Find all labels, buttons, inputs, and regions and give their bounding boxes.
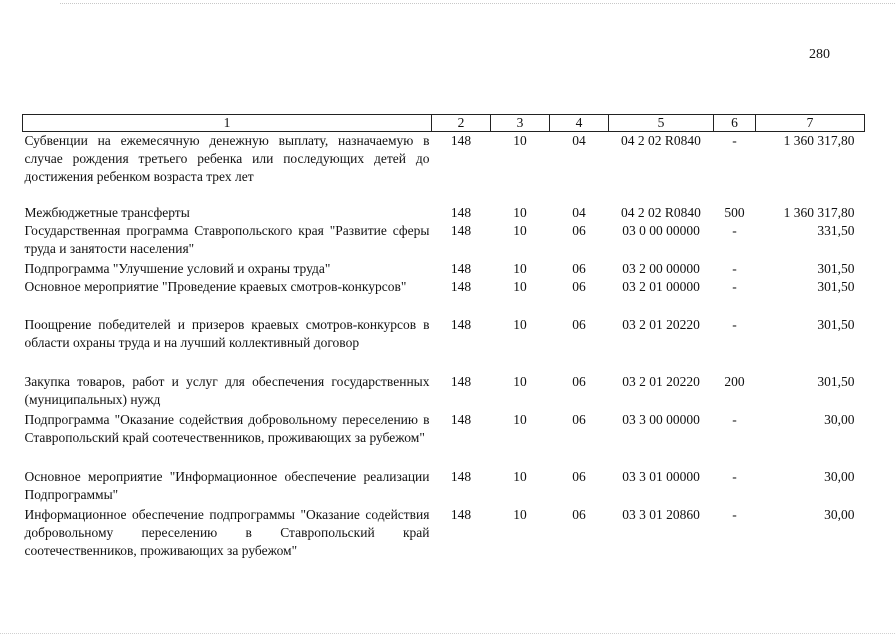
- column-header-3: 3: [491, 115, 550, 132]
- table-row: [23, 278, 865, 316]
- row-subsection-code: 06: [572, 507, 586, 522]
- row-ministry-code: 148: [450, 507, 472, 522]
- row-section-code: 10: [513, 133, 527, 148]
- row-section-code: 10: [513, 261, 527, 276]
- table-row: [23, 222, 865, 260]
- row-amount: 30,00: [824, 412, 855, 427]
- row-ministry-code: 148: [450, 223, 472, 238]
- row-section-code: 10: [513, 374, 527, 389]
- row-subsection-code: 06: [572, 374, 586, 389]
- row-ministry-code: 148: [450, 205, 472, 220]
- row-subsection-code: 06: [572, 412, 586, 427]
- row-expense-type: -: [732, 469, 737, 484]
- table-row: [23, 373, 865, 411]
- row-target-code: 03 3 01 20860: [622, 507, 700, 522]
- row-expense-type: -: [732, 261, 737, 276]
- row-ministry-code: 148: [450, 261, 472, 276]
- column-header-2: 2: [432, 115, 491, 132]
- row-target-code: 04 2 02 R0840: [621, 133, 701, 148]
- row-amount: 301,50: [817, 261, 855, 276]
- table-header-row: [23, 115, 865, 132]
- row-section-code: 10: [513, 279, 527, 294]
- row-subsection-code: 04: [572, 133, 586, 148]
- row-target-code: 03 2 00 00000: [622, 261, 700, 276]
- row-subsection-code: 06: [572, 279, 586, 294]
- row-amount: 1 360 317,80: [783, 133, 855, 148]
- row-section-code: 10: [513, 317, 527, 332]
- column-header-1: 1: [23, 115, 432, 132]
- row-expense-type: -: [732, 223, 737, 238]
- column-header-7: 7: [756, 115, 865, 132]
- row-name: Государственная программа Ставропольского края "Развитие сферы труда и занятости населения": [24, 223, 430, 256]
- scan-artifact-bottom: [0, 633, 895, 634]
- table-row: [23, 468, 865, 506]
- row-target-code: 03 2 01 20220: [622, 374, 700, 389]
- row-subsection-code: 06: [572, 317, 586, 332]
- row-target-code: 03 3 00 00000: [622, 412, 700, 427]
- row-section-code: 10: [513, 507, 527, 522]
- row-amount: 30,00: [824, 469, 855, 484]
- row-amount: 30,00: [824, 507, 855, 522]
- column-header-4: 4: [550, 115, 609, 132]
- row-amount: 301,50: [817, 279, 855, 294]
- row-target-code: 03 3 01 00000: [622, 469, 700, 484]
- row-subsection-code: 06: [572, 223, 586, 238]
- row-name: Закупка товаров, работ и услуг для обеспечения государственных (муниципальных) нужд: [24, 374, 430, 407]
- row-section-code: 10: [513, 205, 527, 220]
- row-name: Основное мероприятие "Информационное обеспечение реализации Подпрограммы": [24, 469, 430, 502]
- row-amount: 1 360 317,80: [783, 205, 855, 220]
- row-ministry-code: 148: [450, 317, 472, 332]
- scan-artifact-top: [60, 3, 895, 4]
- column-header-6: 6: [714, 115, 756, 132]
- row-ministry-code: 148: [450, 412, 472, 427]
- row-expense-type: -: [732, 317, 737, 332]
- row-name: Подпрограмма "Оказание содействия добровольному переселению в Ставропольский край соотечественников, проживающих за рубежом": [24, 412, 430, 445]
- row-target-code: 03 2 01 00000: [622, 279, 700, 294]
- row-name: Информационное обеспечение подпрограммы "Оказание содействия добровольному переселению в Ставропольский край соотечественников, проживающих за рубежом": [24, 507, 430, 558]
- row-subsection-code: 06: [572, 261, 586, 276]
- table-row: [23, 506, 865, 560]
- row-name: Межбюджетные трансферты: [24, 205, 190, 220]
- row-name: Подпрограмма "Улучшение условий и охраны труда": [24, 261, 331, 276]
- page-number: 280: [809, 47, 830, 62]
- row-ministry-code: 148: [450, 279, 472, 294]
- row-expense-type: -: [732, 507, 737, 522]
- row-expense-type: -: [732, 279, 737, 294]
- row-name: Субвенции на ежемесячную денежную выплату, назначаемую в случае рождения третьего ребенка или последующих детей до достижения ребенком возраста трех лет: [24, 133, 430, 184]
- table-row: [23, 204, 865, 222]
- row-name: Основное мероприятие "Проведение краевых смотров-конкурсов": [24, 279, 407, 294]
- row-amount: 301,50: [817, 317, 855, 332]
- row-target-code: 04 2 02 R0840: [621, 205, 701, 220]
- row-name: Поощрение победителей и призеров краевых смотров-конкурсов в области охраны труда и на лучший коллективный договор: [24, 317, 430, 350]
- row-expense-type: 500: [724, 205, 745, 220]
- column-header-5: 5: [609, 115, 714, 132]
- row-ministry-code: 148: [450, 133, 472, 148]
- row-target-code: 03 2 01 20220: [622, 317, 700, 332]
- row-ministry-code: 148: [450, 374, 472, 389]
- row-target-code: 03 0 00 00000: [622, 223, 700, 238]
- table-row: [23, 132, 865, 205]
- row-amount: 331,50: [817, 223, 855, 238]
- row-expense-type: -: [732, 412, 737, 427]
- row-section-code: 10: [513, 223, 527, 238]
- table-row: [23, 316, 865, 373]
- row-expense-type: 200: [724, 374, 745, 389]
- row-section-code: 10: [513, 412, 527, 427]
- row-ministry-code: 148: [450, 469, 472, 484]
- budget-table: [22, 114, 865, 560]
- table-row: [23, 260, 865, 278]
- table-row: [23, 411, 865, 468]
- row-section-code: 10: [513, 469, 527, 484]
- row-amount: 301,50: [817, 374, 855, 389]
- row-subsection-code: 06: [572, 469, 586, 484]
- row-expense-type: -: [732, 133, 737, 148]
- row-subsection-code: 04: [572, 205, 586, 220]
